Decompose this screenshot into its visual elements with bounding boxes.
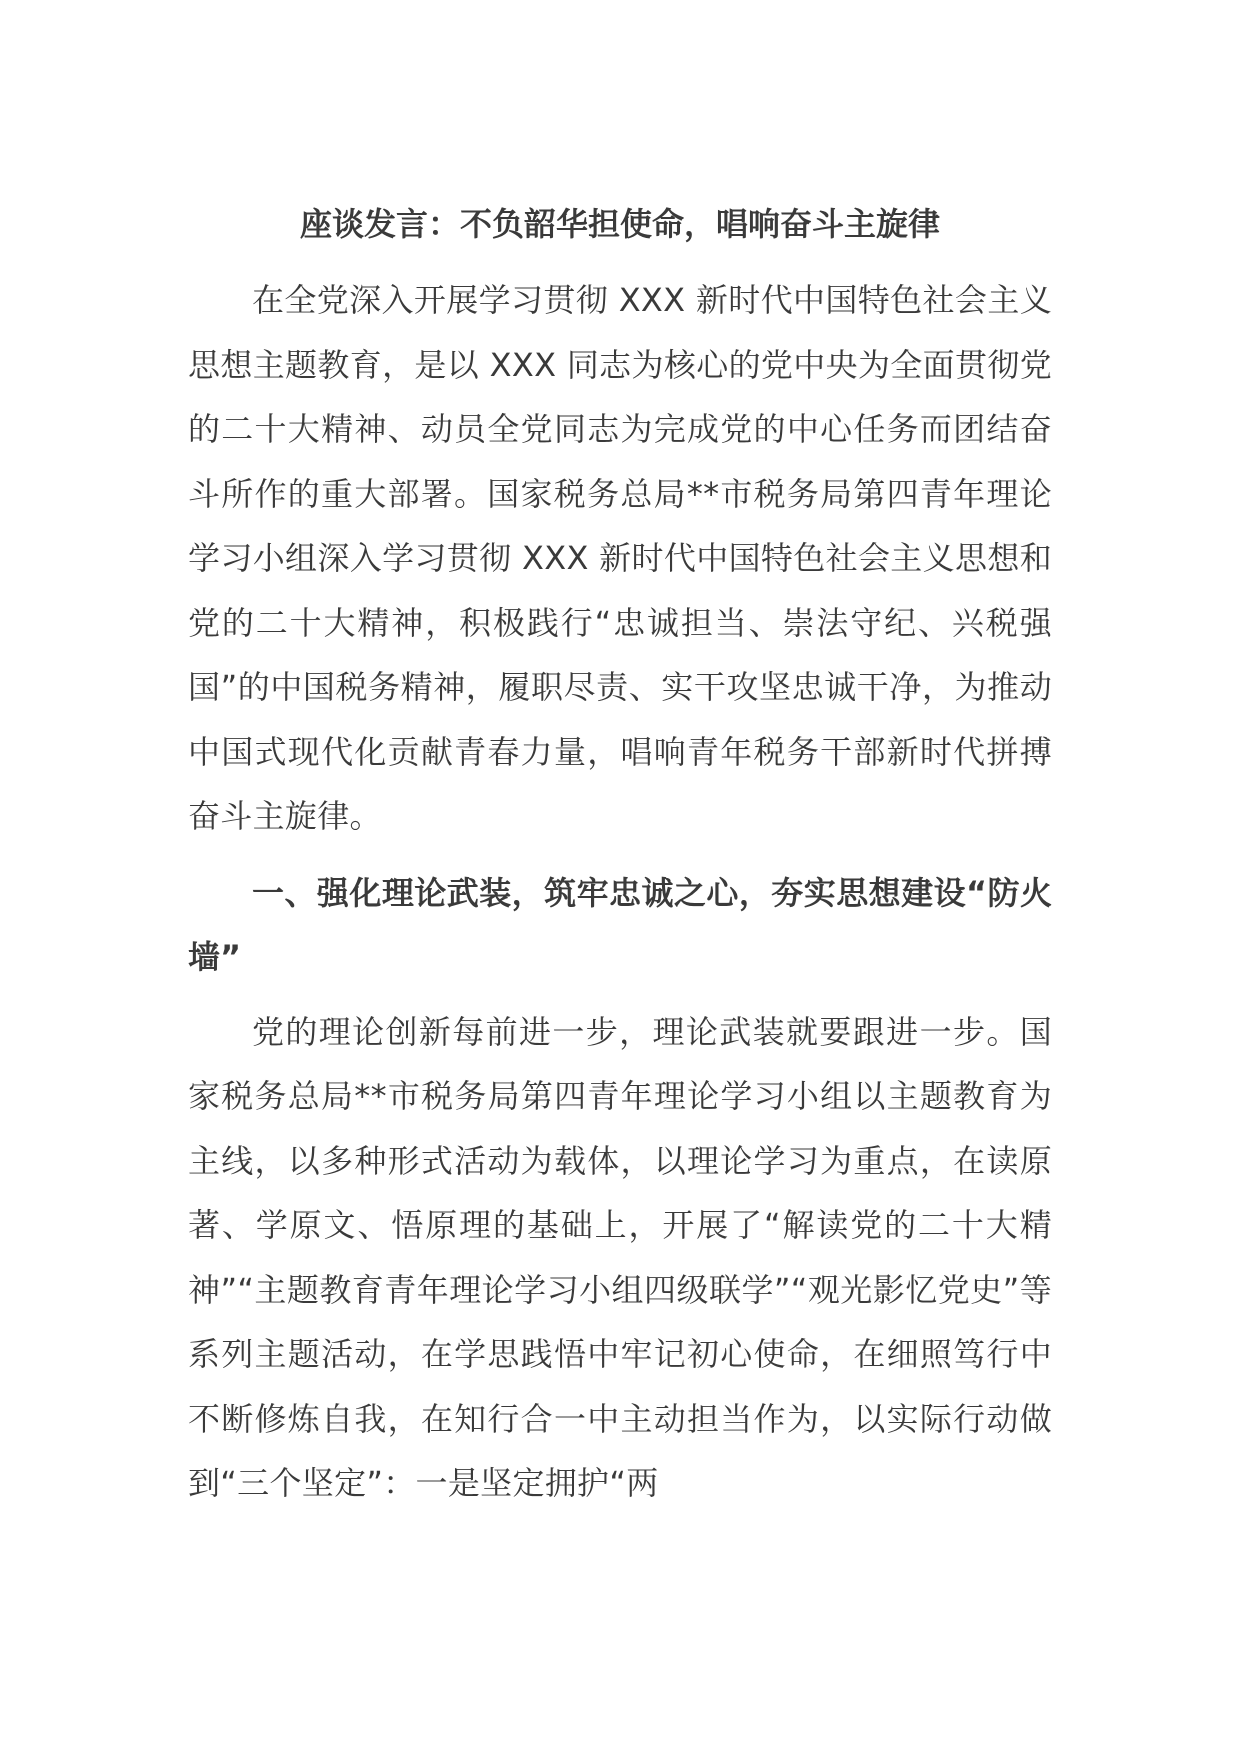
section-heading-1: 一、强化理论武装，筑牢忠诚之心，夯实思想建设“防火墙” bbox=[188, 873, 1052, 976]
document-title: 座谈发言：不负韶华担使命，唱响奋斗主旋律 bbox=[299, 205, 940, 243]
document-body bbox=[188, 200, 1052, 1516]
section-1-paragraph: 党的理论创新每前进一步，理论武装就要跟进一步。国家税务总局**市税务局第四青年理论学习小组以主题教育为主线，以多种形式活动为载体，以理论学习为重点，在读原著、学原文、悟原理的基础上，开展了“解读党的二十大精神”“主题教育青年理论学习小组四级联学”“观光影忆党史”等系列主题活动，在学思践悟中牢记初心使命，在细照笃行中不断修炼自我，在知行合一中主动担当作为，以实际行动做到“三个坚定”：一是坚定拥护“两 bbox=[188, 1012, 1052, 1502]
intro-paragraph: 在全党深入开展学习贯彻 XXX 新时代中国特色社会主义思想主题教育，是以 XXX 同志为核心的党中央为全面贯彻党的二十大精神、动员全党同志为完成党的中心任务而团结奋斗所作的重大部署。国家税务总局**市税务局第四青年理论学习小组深入学习贯彻 XXX 新时代中国特色社会主义思想和党的二十大精神，积极践行“忠诚担当、崇法守纪、兴税强国”的中国税务精神，履职尽责、实干攻坚忠诚干净，为推动中国式现代化贡献青春力量，唱响青年税务干部新时代拼搏奋斗主旋律。 bbox=[188, 281, 1052, 835]
